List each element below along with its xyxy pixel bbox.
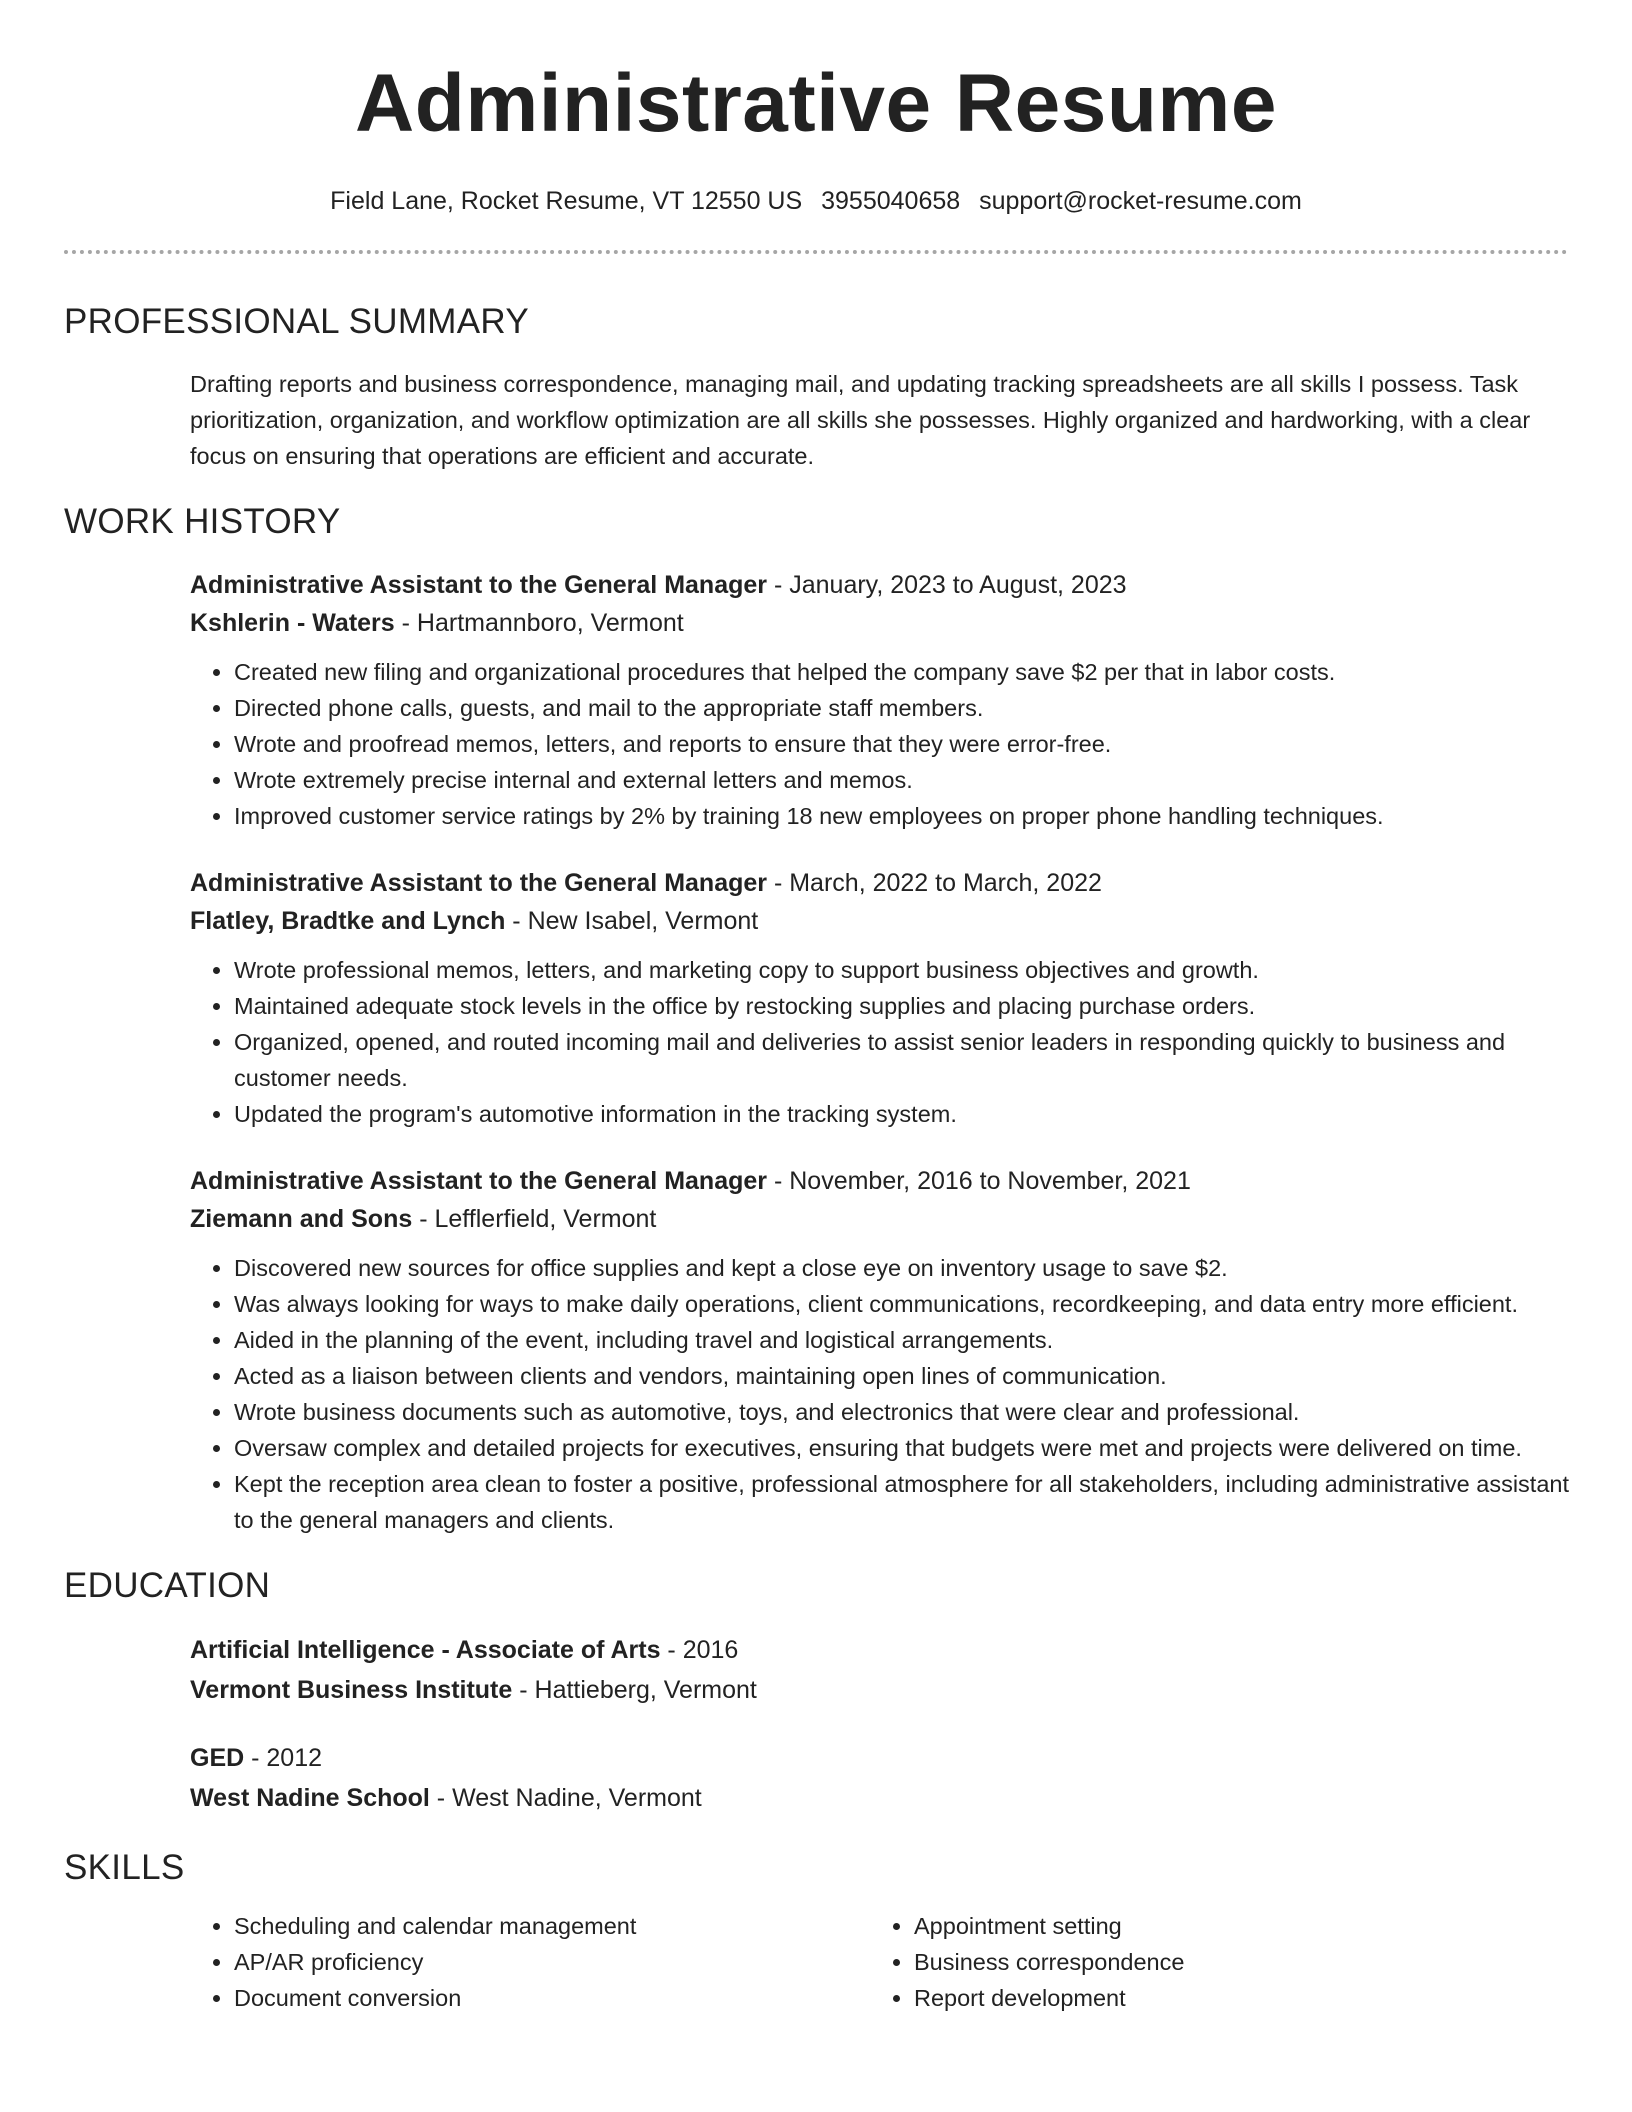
list-item: • Organized, opened, and routed incoming mail and deliveries to assist senior leaders in responding quickly to business and customer needs. — [234, 1024, 1570, 1096]
job-location: - Lefflerfield, Vermont — [412, 1205, 657, 1233]
job-dates: - November, 2016 to November, 2021 — [767, 1167, 1191, 1195]
education-entry — [190, 1738, 1632, 1818]
job-entry — [190, 864, 1570, 1132]
job-entry — [190, 1162, 1570, 1538]
section-title-summary: PROFESSIONAL SUMMARY — [64, 302, 529, 341]
job-title-line — [190, 864, 1570, 902]
header-divider — [64, 250, 1568, 254]
contact-phone: 3955040658 — [821, 187, 961, 215]
list-item: • Oversaw complex and detailed projects for executives, ensuring that budgets were met and projects were delivered on time. — [234, 1430, 1570, 1466]
list-item: • Business correspondence — [914, 1944, 1550, 1980]
list-item: • Report development — [914, 1980, 1550, 2016]
education-degree-line — [190, 1738, 1632, 1778]
list-item: • Wrote professional memos, letters, and marketing copy to support business objectives and growth. — [234, 952, 1570, 988]
skills-columns — [190, 1908, 1570, 2016]
job-location: - New Isabel, Vermont — [505, 907, 759, 935]
resume-title: Administrative Resume — [355, 58, 1277, 149]
education-degree-line — [190, 1630, 1632, 1670]
education-location: - Hattieberg, Vermont — [512, 1676, 757, 1704]
list-item: • Aided in the planning of the event, including travel and logistical arrangements. — [234, 1322, 1570, 1358]
education-degree: GED — [190, 1744, 245, 1772]
list-item: • Kept the reception area clean to foster a positive, professional atmosphere for all stakeholders, including administrative assistant to the general managers and clients. — [234, 1466, 1570, 1538]
list-item: • Wrote extremely precise internal and external letters and memos. — [234, 762, 1570, 798]
job-company-line — [190, 1200, 1570, 1238]
contact-line — [0, 186, 1632, 216]
education-school: West Nadine School — [190, 1784, 430, 1812]
job-role: Administrative Assistant to the General Manager — [190, 571, 768, 599]
section-title-education: EDUCATION — [64, 1566, 271, 1605]
list-item: • Wrote business documents such as automotive, toys, and electronics that were clear and professional. — [234, 1394, 1570, 1430]
job-role: Administrative Assistant to the General Manager — [190, 869, 768, 897]
education-year: - 2016 — [660, 1636, 739, 1664]
job-bullets — [190, 1250, 1570, 1538]
job-company: Flatley, Bradtke and Lynch — [190, 907, 506, 935]
job-company: Kshlerin - Waters — [190, 609, 395, 637]
summary-text: Drafting reports and business correspondence, managing mail, and updating tracking spreadsheets are all skills I possess. Task prioritization, organization, and workflow optimization are all skills she possesses. Highly organized and hardworking, with a clear focus on ensuring that operations are efficient and accurate. — [190, 371, 1531, 469]
list-item: • Directed phone calls, guests, and mail to the appropriate staff members. — [234, 690, 1570, 726]
list-item: • Improved customer service ratings by 2% by training 18 new employees on proper phone handling techniques. — [234, 798, 1570, 834]
job-dates: - March, 2022 to March, 2022 — [767, 869, 1102, 897]
education-school-line — [190, 1778, 1632, 1818]
list-item: • Maintained adequate stock levels in the office by restocking supplies and placing purchase orders. — [234, 988, 1570, 1024]
education-year: - 2012 — [244, 1744, 323, 1772]
section-title-skills: SKILLS — [64, 1848, 185, 1887]
skills-list-right — [870, 1908, 1550, 2016]
skills-list-left — [190, 1908, 870, 2016]
list-item: • Wrote and proofread memos, letters, and reports to ensure that they were error-free. — [234, 726, 1570, 762]
list-item: • Appointment setting — [914, 1908, 1550, 1944]
list-item: • Document conversion — [234, 1980, 870, 2016]
list-item: • Updated the program's automotive information in the tracking system. — [234, 1096, 1570, 1132]
job-entry — [190, 566, 1570, 834]
list-item: • AP/AR proficiency — [234, 1944, 870, 1980]
contact-address: Field Lane, Rocket Resume, VT 12550 US — [330, 187, 803, 215]
job-title-line — [190, 1162, 1570, 1200]
job-dates: - January, 2023 to August, 2023 — [767, 571, 1127, 599]
job-company-line — [190, 604, 1570, 642]
job-company-line — [190, 902, 1570, 940]
job-bullets — [190, 952, 1570, 1132]
job-location: - Hartmannboro, Vermont — [394, 609, 684, 637]
job-company: Ziemann and Sons — [190, 1205, 413, 1233]
list-item: • Discovered new sources for office supplies and kept a close eye on inventory usage to save $2. — [234, 1250, 1570, 1286]
contact-email: support@rocket-resume.com — [979, 187, 1302, 215]
list-item: • Was always looking for ways to make daily operations, client communications, recordkeeping, and data entry more efficient. — [234, 1286, 1570, 1322]
education-school-line — [190, 1670, 1632, 1710]
education-degree: Artificial Intelligence - Associate of Arts — [190, 1636, 661, 1664]
education-location: - West Nadine, Vermont — [429, 1784, 702, 1812]
education-entry — [190, 1630, 1632, 1710]
education-school: Vermont Business Institute — [190, 1676, 513, 1704]
list-item: • Acted as a liaison between clients and vendors, maintaining open lines of communication. — [234, 1358, 1570, 1394]
list-item: • Created new filing and organizational procedures that helped the company save $2 per that in labor costs. — [234, 654, 1570, 690]
section-title-work-history: WORK HISTORY — [64, 502, 341, 541]
job-title-line — [190, 566, 1570, 604]
list-item: • Scheduling and calendar management — [234, 1908, 870, 1944]
job-role: Administrative Assistant to the General Manager — [190, 1167, 768, 1195]
job-bullets — [190, 654, 1570, 834]
